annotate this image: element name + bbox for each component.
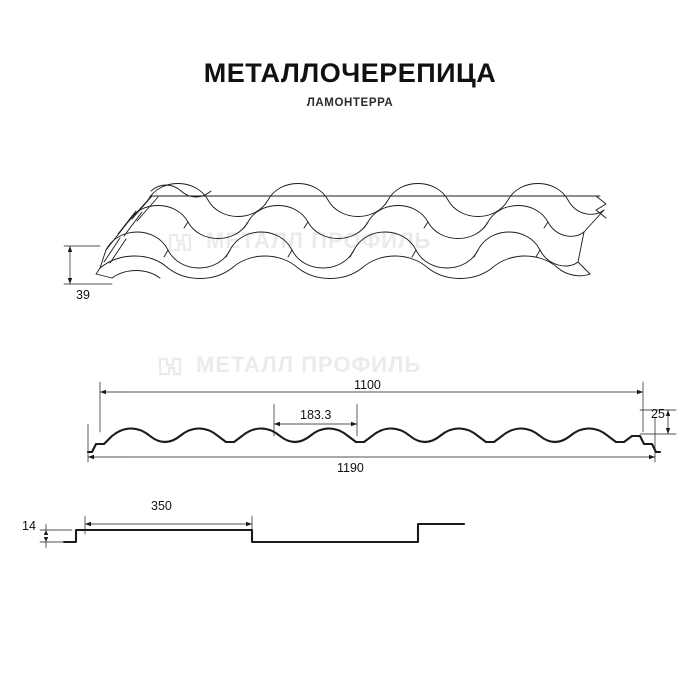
dimension-label-183: 183.3 bbox=[300, 408, 332, 422]
dimension-label-25: 25 bbox=[651, 407, 665, 421]
side-profile-view bbox=[40, 516, 464, 548]
dimension-label-39: 39 bbox=[76, 288, 90, 302]
dimension-label-1100: 1100 bbox=[354, 378, 381, 392]
dimension-label-350: 350 bbox=[151, 499, 172, 513]
perspective-view bbox=[64, 184, 606, 285]
dimension-label-1190: 1190 bbox=[337, 461, 364, 475]
page-title: МЕТАЛЛОЧЕРЕПИЦА bbox=[203, 58, 497, 88]
watermark-bottom-text: МЕТАЛЛ ПРОФИЛЬ bbox=[196, 352, 422, 377]
cross-section-view bbox=[88, 382, 676, 462]
dimension-label-14: 14 bbox=[22, 519, 36, 533]
watermark-top-text: МЕТАЛЛ ПРОФИЛЬ bbox=[206, 228, 432, 253]
page-subtitle: ЛАМОНТЕРРА bbox=[306, 97, 394, 109]
